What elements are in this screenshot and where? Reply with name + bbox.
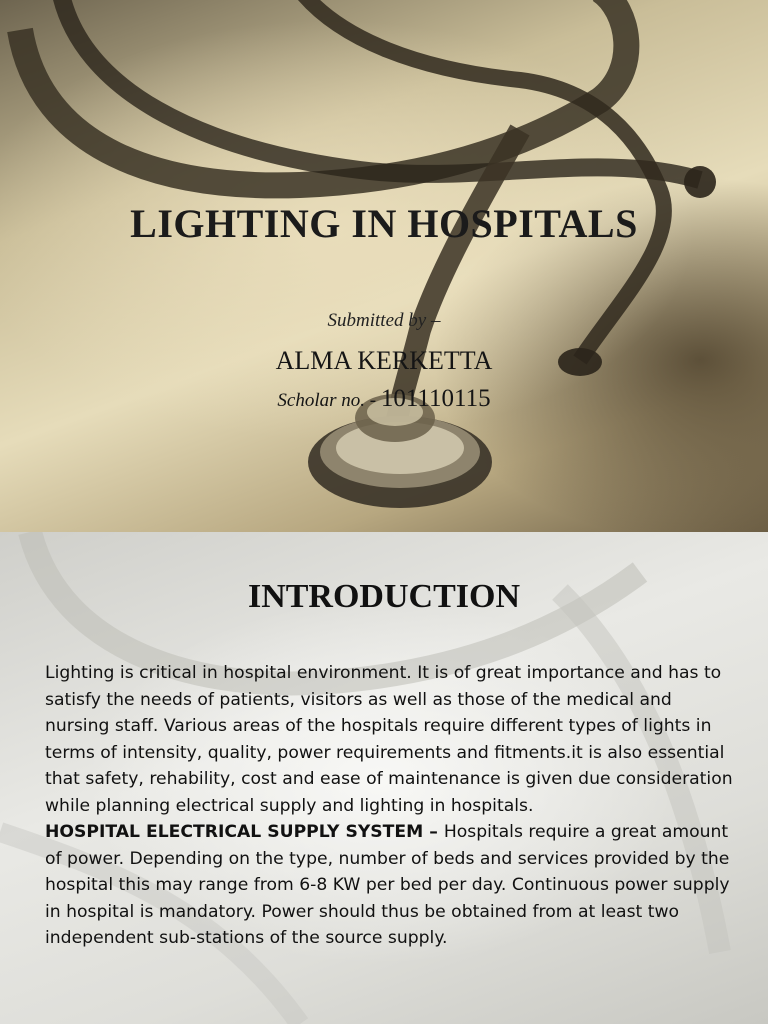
supply-text: Hospitals require a great amount of power. Depending on the type, number of beds and services provided by the hospital this may range from 6-8 KW per bed per day. Continuous power supply in hospital is mandatory. Power should thus be obtained from at least two independent sub-stations of the source supply. <box>45 822 730 948</box>
author-name: ALMA KERKETTA <box>275 346 493 375</box>
slide-title: INTRODUCTION <box>247 578 521 615</box>
introduction-slide <box>0 532 768 1024</box>
submitted-by-label: Submitted by – <box>327 310 441 331</box>
scholar-label: Scholar no. - <box>277 390 381 411</box>
supply-heading: HOSPITAL ELECTRICAL SUPPLY SYSTEM – <box>45 822 444 842</box>
intro-paragraph: Lighting is critical in hospital environment. It is of great importance and has to satisfy the needs of patients, visitors as well as those of the medical and nursing staff. Various areas of the hospitals require different types of lights in terms of intensity, quality, power requirements and fitments.it is also essential that safety, rehability, cost and ease of maintenance is given due consideration while planning electrical supply and lighting in hospitals. <box>45 663 733 816</box>
slide-body <box>45 660 735 952</box>
scholar-line <box>0 385 768 413</box>
slide-title: LIGHTING IN HOSPITALS <box>130 201 638 246</box>
scholar-number: 101110115 <box>380 385 491 412</box>
supply-paragraph <box>45 819 735 952</box>
